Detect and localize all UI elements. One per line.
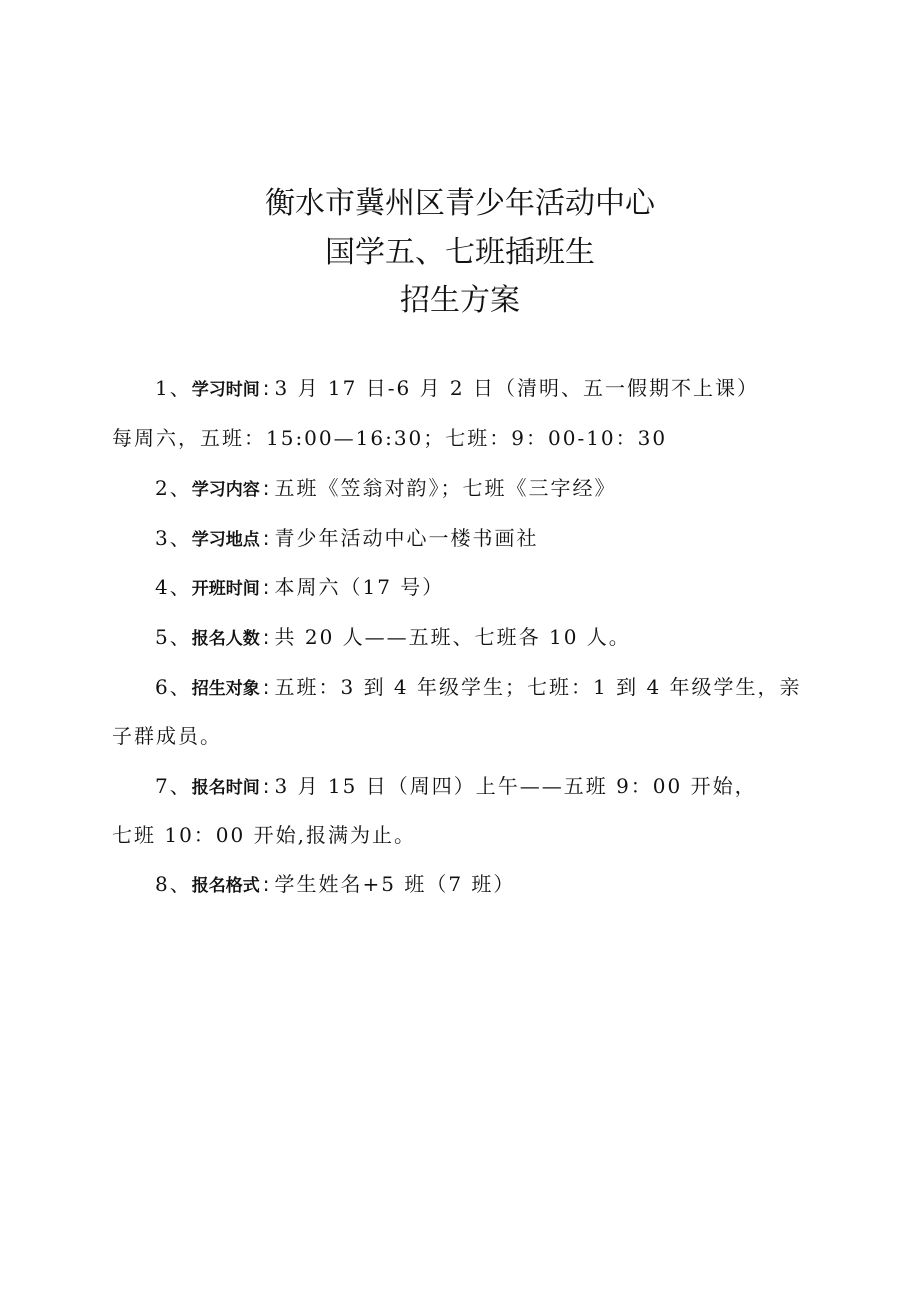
item-colon: : (262, 625, 272, 649)
item-2 (155, 474, 616, 504)
item-number: 2、 (155, 476, 192, 500)
item-label: 学习地点 (191, 530, 260, 550)
item-label: 学习内容 (191, 480, 260, 500)
item-text: 3 月 15 日（周四）上午——五班 9：00 开始， (274, 774, 757, 798)
item-label: 报名时间 (191, 778, 260, 798)
item-7 (155, 772, 757, 802)
item-text: 五班：3 到 4 年级学生；七班：1 到 4 年级学生，亲 (274, 675, 802, 699)
item-label: 开班时间 (191, 579, 260, 599)
title-line-1: 衡水市冀州区青少年活动中心 (265, 186, 655, 221)
item-colon: : (262, 872, 272, 896)
item-colon: : (262, 675, 272, 699)
item-number: 3、 (155, 526, 192, 550)
item-number: 7、 (155, 774, 192, 798)
item-text: 学生姓名+5 班（7 班） (274, 872, 516, 896)
item-number: 6、 (155, 675, 192, 699)
item-text: 本周六（17 号） (274, 575, 445, 599)
item-colon: : (262, 476, 272, 500)
item-3 (155, 524, 538, 554)
item-colon: : (262, 376, 272, 400)
item-number: 5、 (155, 625, 192, 649)
title-line-2: 国学五、七班插班生 (325, 235, 595, 270)
item-1 (155, 374, 759, 404)
item-colon: : (262, 774, 272, 798)
item-label: 报名人数 (191, 629, 260, 649)
item-label: 学习时间 (191, 380, 260, 400)
item-number: 8、 (155, 872, 192, 896)
item-text: 共 20 人——五班、七班各 10 人。 (274, 625, 631, 649)
item-8 (155, 870, 515, 900)
item-6-continuation: 子群成员。 (112, 724, 222, 748)
item-colon: : (262, 526, 272, 550)
item-6 (155, 673, 802, 703)
item-7-continuation: 七班 10：00 开始,报满为止。 (112, 823, 416, 847)
item-1-continuation: 每周六，五班：15:00—16:30；七班：9：00-10：30 (112, 426, 668, 450)
item-text: 五班《笠翁对韵》；七班《三字经》 (274, 476, 617, 500)
item-colon: : (262, 575, 272, 599)
item-label: 招生对象 (191, 679, 260, 699)
title-line-3: 招生方案 (400, 283, 520, 318)
item-number: 4、 (155, 575, 192, 599)
item-text: 3 月 17 日-6 月 2 日（清明、五一假期不上课） (274, 376, 760, 400)
item-label: 报名格式 (191, 876, 260, 896)
item-number: 1、 (155, 376, 192, 400)
item-5 (155, 623, 631, 653)
item-text: 青少年活动中心一楼书画社 (274, 526, 539, 550)
item-4 (155, 573, 444, 603)
